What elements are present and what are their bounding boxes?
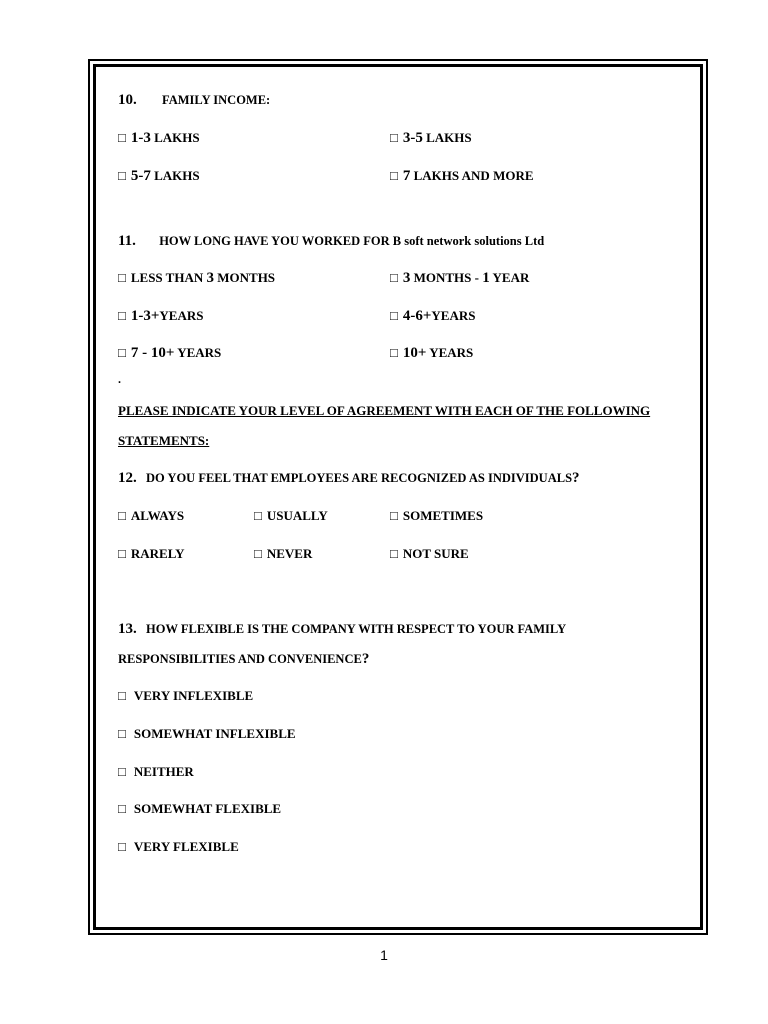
option-label: YEARS [177, 345, 222, 360]
checkbox-icon[interactable]: □ [390, 168, 398, 183]
option-value: 10+ [402, 345, 427, 361]
option-checkbox[interactable] [390, 130, 472, 146]
option-label: USUALLY [266, 508, 328, 523]
option-value: 7 [402, 168, 411, 184]
question-13-line-2 [118, 651, 369, 667]
question-number: 12. [118, 470, 137, 486]
option-label: LAKHS [154, 168, 200, 183]
option-label: YEARS [429, 345, 474, 360]
option-checkbox[interactable] [118, 726, 296, 742]
option-checkbox[interactable] [118, 270, 275, 286]
option-label: LAKHS [426, 130, 472, 145]
option-label: LAKHS [154, 130, 200, 145]
option-value: 3 [402, 270, 411, 286]
option-checkbox[interactable] [118, 688, 253, 704]
checkbox-icon[interactable]: □ [390, 308, 398, 323]
checkbox-icon[interactable]: □ [118, 688, 126, 703]
checkbox-icon[interactable]: □ [118, 764, 126, 779]
checkbox-icon[interactable]: □ [118, 726, 126, 741]
question-number: 11. [118, 233, 136, 249]
question-12 [118, 470, 580, 486]
option-value: 1-3 [130, 130, 151, 146]
question-text: RESPONSIBILITIES AND CONVENIENCE [118, 652, 362, 666]
option-label: LESS THAN [130, 270, 204, 285]
option-label: MONTHS [217, 270, 276, 285]
instruction-line-2: STATEMENTS: [118, 433, 210, 448]
option-label: RARELY [130, 546, 185, 561]
option-value: 3-5 [402, 130, 423, 146]
stray-dot: . [118, 372, 121, 386]
checkbox-icon[interactable]: □ [118, 308, 126, 323]
option-label: NEVER [266, 546, 313, 561]
question-number: 13. [118, 621, 137, 637]
question-mark: ? [572, 470, 580, 486]
option-checkbox[interactable] [118, 546, 185, 562]
question-13 [118, 621, 566, 637]
option-checkbox[interactable] [390, 168, 534, 184]
checkbox-icon[interactable]: □ [118, 839, 126, 854]
option-checkbox[interactable] [390, 345, 473, 361]
option-value: 7 - 10+ [130, 345, 175, 361]
option-label: YEARS [159, 308, 204, 323]
option-label: LAKHS AND MORE [413, 168, 534, 183]
option-checkbox[interactable] [118, 764, 194, 780]
checkbox-icon[interactable]: □ [390, 270, 398, 285]
option-checkbox[interactable] [118, 839, 239, 855]
checkbox-icon[interactable]: □ [118, 546, 126, 561]
option-value: 5-7 [130, 168, 151, 184]
instruction-line-1: PLEASE INDICATE YOUR LEVEL OF AGREEMENT WITH EACH OF THE FOLLOWING [118, 403, 651, 418]
checkbox-icon[interactable]: □ [254, 546, 262, 561]
option-value: 1-3+ [130, 308, 160, 324]
question-number: 10. [118, 92, 137, 108]
option-checkbox[interactable] [118, 130, 200, 146]
option-checkbox[interactable] [254, 508, 328, 524]
checkbox-icon[interactable]: □ [118, 130, 126, 145]
option-value: 1 [482, 270, 490, 286]
checkbox-icon[interactable]: □ [390, 130, 398, 145]
option-checkbox[interactable] [390, 270, 529, 286]
option-value: 3 [206, 270, 214, 286]
checkbox-icon[interactable]: □ [254, 508, 262, 523]
question-text: DO YOU FEEL THAT EMPLOYEES ARE RECOGNIZED AS INDIVIDUALS [146, 471, 573, 485]
option-checkbox[interactable] [390, 546, 469, 562]
page-number: 1 [380, 947, 388, 963]
option-label: VERY FLEXIBLE [133, 839, 239, 854]
option-value: 4-6+ [402, 308, 432, 324]
option-label: NOT SURE [402, 546, 469, 561]
option-label: NEITHER [133, 764, 194, 779]
option-checkbox[interactable] [254, 546, 312, 562]
checkbox-icon[interactable]: □ [118, 508, 126, 523]
checkbox-icon[interactable]: □ [118, 168, 126, 183]
question-text: HOW LONG HAVE YOU WORKED FOR B soft network solutions Ltd [159, 234, 545, 248]
option-label: ALWAYS [130, 508, 185, 523]
question-text: FAMILY INCOME: [162, 93, 271, 107]
checkbox-icon[interactable]: □ [390, 345, 398, 360]
option-checkbox[interactable] [118, 508, 184, 524]
checkbox-icon[interactable]: □ [118, 345, 126, 360]
question-11 [118, 233, 544, 249]
option-checkbox[interactable] [118, 168, 200, 184]
option-label: YEARS [431, 308, 476, 323]
option-checkbox[interactable] [118, 345, 221, 361]
option-checkbox[interactable] [118, 801, 281, 817]
option-label: SOMEWHAT FLEXIBLE [133, 801, 282, 816]
question-mark: ? [361, 651, 370, 667]
option-checkbox[interactable] [118, 308, 203, 324]
option-label: SOMETIMES [402, 508, 484, 523]
question-10 [118, 92, 270, 108]
checkbox-icon[interactable]: □ [390, 546, 398, 561]
option-checkbox[interactable] [390, 508, 483, 524]
checkbox-icon[interactable]: □ [390, 508, 398, 523]
option-label: SOMEWHAT INFLEXIBLE [133, 726, 296, 741]
option-checkbox[interactable] [390, 308, 475, 324]
option-label: MONTHS - [413, 270, 479, 285]
option-label: YEAR [492, 270, 530, 285]
option-label: VERY INFLEXIBLE [133, 688, 254, 703]
checkbox-icon[interactable]: □ [118, 270, 126, 285]
checkbox-icon[interactable]: □ [118, 801, 126, 816]
question-text: HOW FLEXIBLE IS THE COMPANY WITH RESPECT TO YOUR FAMILY [146, 622, 567, 636]
